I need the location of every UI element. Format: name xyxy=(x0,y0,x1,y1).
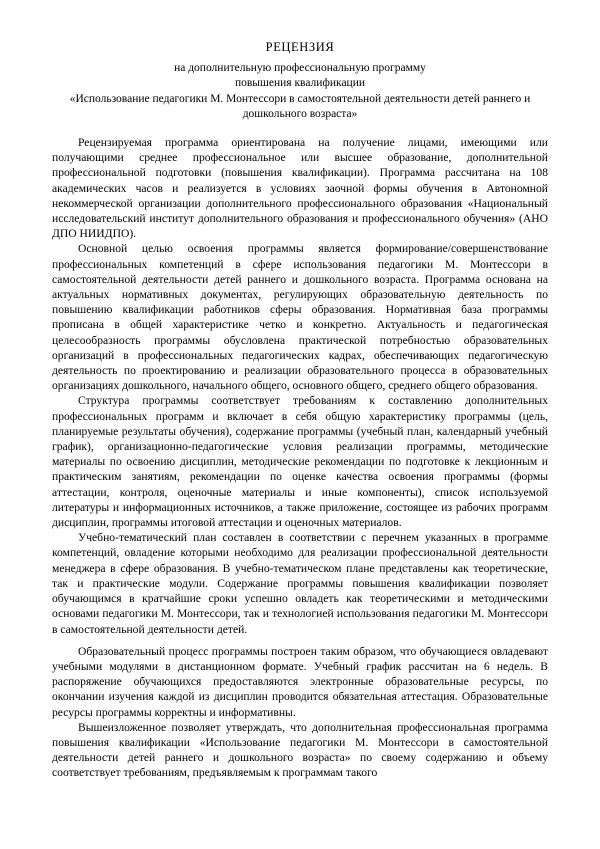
subtitle-line-2: повышения квалификации xyxy=(234,76,366,89)
paragraph-1: Рецензируемая программа ориентирована на получение лицами, имеющими или получающими среднее профессиональное или высшее образование, дополнительной профессиональной подготовки (повышения квалификации). Программа рассчитана на 108 академических часов и реализуется в условиях заочной формы обучения в Автономной некоммерческой организации дополнительного профессионального образования «Национальный исследовательский институт дополнительного образования и профессионального обучения» (АНО ДПО НИИДПО). xyxy=(52,136,548,241)
paragraph-3: Структура программы соответствует требованиям к составлению дополнительных профессиональных программ и включает в себя общую характеристику программы (цель, планируемые результаты обучения), содержание программы (учебный план, календарный учебный график), организационно-педагогические условия реализации программы, методические материалы по освоению дисциплин, методические рекомендации по подготовке к лекционным и практическим занятиям, рекомендации по оценке качества освоения программы (формы аттестации, контроля, оценочные материалы и иные компоненты), список используемой литературы и информационных источников, а также приложение, состоящее из рабочих программ дисциплин, программы итоговой аттестации и оценочных материалов. xyxy=(52,394,548,530)
paragraph-2: Основной целью освоения программы является формирование/совершенствование профессиональных компетенций в сфере использования педагогики М. Монтессори в самостоятельной деятельности детей раннего и дошкольного возраста. Программа основана на актуальных нормативных документах, регулирующих образовательную деятельность по повышению квалификации работников сферы образования. Нормативная база программы прописана в общей характеристике четко и конкретно. Актуальность и педагогическая целесообразность программы обусловлена практической потребностью образовательных организаций в профессиональных педагогических кадрах, обеспечивающих педагогическую деятельность по проектированию и реализации образовательного процесса в образовательных организациях дошкольного, начального общего, основного общего, среднего общего образования. xyxy=(52,242,548,393)
document-subtitle xyxy=(52,61,548,121)
paragraph-5: Образовательный процесс программы построен таким образом, что обучающиеся овладевают учебными модулями в дистанционном формате. Учебный график рассчитан на 6 недель. В распоряжение обучающихся предоставляются электронные образовательные ресурсы, по окончании изучения каждой из дисциплин проводится обязательная аттестация. Образовательные ресурсы программы корректны и информативны. xyxy=(52,644,548,719)
program-name: «Использование педагогики М. Монтессори в самостоятельной деятельности детей раннего и дошкольного возраста» xyxy=(69,93,531,120)
subtitle-line-1: на дополнительную профессиональную программу xyxy=(174,62,426,74)
page-title: РЕЦЕНЗИЯ xyxy=(265,40,335,54)
paragraph-spacer xyxy=(52,637,548,644)
paragraph-6: Вышеизложенное позволяет утверждать, что дополнительная профессиональная программа повышения квалификации «Использование педагогики М. Монтессори в самостоятельной деятельности детей раннего и дошкольного возраста» по своему содержанию и объему соответствует требованиям, предъявляемым к программам такого xyxy=(52,720,548,780)
paragraph-4: Учебно-тематический план составлен в соответствии с перечнем указанных в программе компетенций, овладение которыми необходимо для реализации профессиональной деятельности менеджера в сфере образования. В учебно-тематическом плане представлены как теоретические, так и практические модули. Содержание программы повышения квалификации позволяет обучающимся в кратчайшие сроки успешно овладеть как теоретическими и методическими основами педагогики М. Монтессори, так и технологией использования педагогики М. Монтессори в самостоятельной деятельности детей. xyxy=(52,531,548,636)
